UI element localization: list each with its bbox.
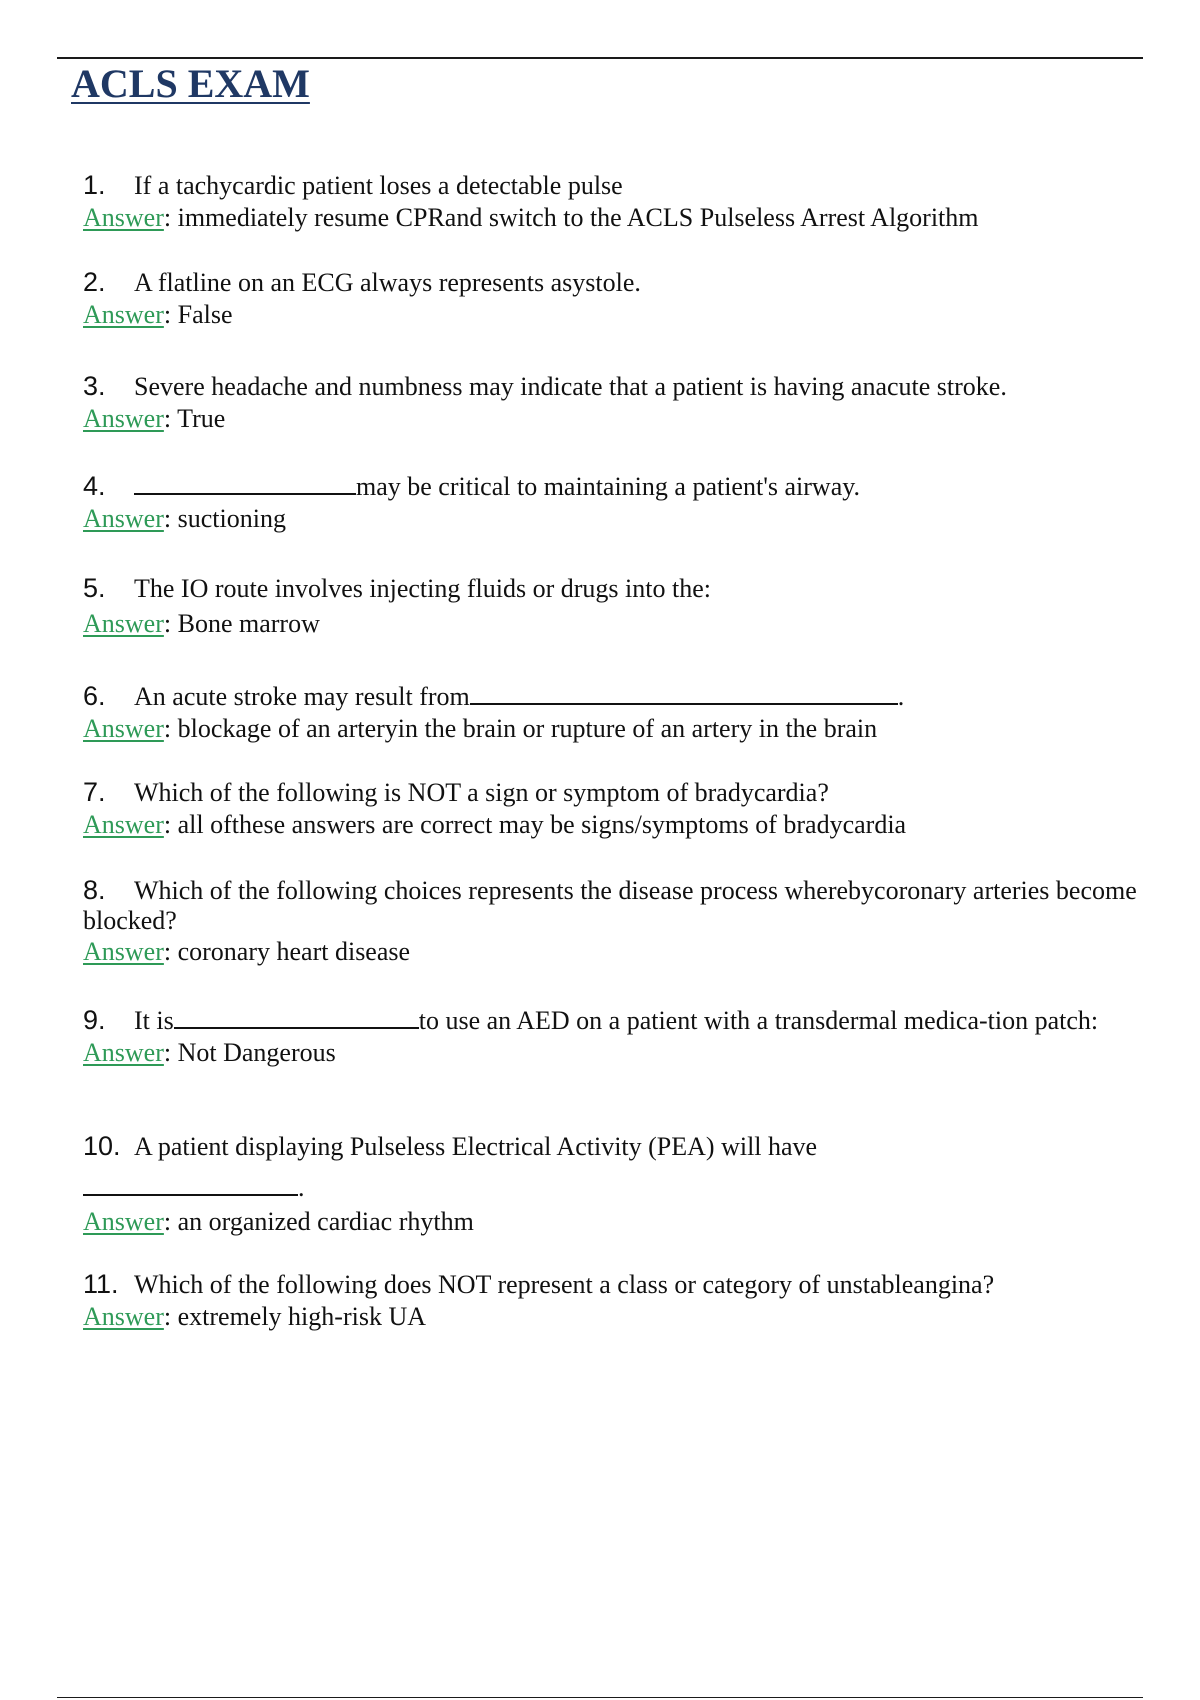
answer-label: Answer [83,404,164,433]
answer-1: Answer: immediately resume CPRand switch to the ACLS Pulseless Arrest Algorithm [83,203,979,232]
answer-6: Answer: blockage of an arteryin the brain or rupture of an artery in the brain [83,714,878,743]
answer-label: Answer [83,504,164,533]
question-text: A flatline on an ECG always represents asystole. [134,268,641,297]
answer-3: Answer: True [83,404,226,433]
question-number: 11. [83,1269,119,1299]
answer-text: blockage of an arteryin the brain or rupture of an artery in the brain [177,714,878,743]
question-number: 5. [83,573,106,603]
page-title: ACLS EXAM [71,61,310,106]
answer-text: Bone marrow [177,609,320,638]
question-text-end: . [897,682,905,711]
question-block-8 [83,875,1143,967]
answer-5: Answer: Bone marrow [83,609,320,638]
answer-label: Answer [83,609,164,638]
question-number: 1. [83,170,106,200]
question-text: Which of the following does NOT represent a class or category of unstableangina? [134,1270,995,1299]
fill-in-blank [134,469,356,495]
fill-in-blank [470,679,898,705]
question-10 [83,1131,1133,1162]
question-2 [83,267,1133,298]
top-rule [57,57,1143,59]
fill-in-blank [83,1170,298,1196]
question-text-end: . [298,1173,305,1202]
question-text-end: to use an AED on a patient with a transdermal medica-tion patch: [418,1006,1099,1035]
question-block-9 [83,1003,1133,1068]
question-number: 7. [83,777,106,807]
answer-text: Not Dangerous [177,1038,336,1067]
answer-label: Answer [83,810,164,839]
question-text: Which of the following is NOT a sign or symptom of bradycardia? [134,778,829,807]
answer-11: Answer: extremely high-risk UA [83,1302,426,1331]
question-8 [83,875,1143,936]
question-number: 9. [83,1005,106,1035]
question-9 [83,1003,1133,1036]
question-text: It is [134,1006,174,1035]
answer-text: suctioning [177,504,286,533]
answer-text: coronary heart disease [177,937,411,966]
question-number: 10. [83,1131,121,1161]
answer-label: Answer [83,1302,164,1331]
question-5 [83,573,1133,604]
question-10-blank-line [83,1170,1133,1203]
answer-4: Answer: suctioning [83,504,286,533]
answer-label: Answer [83,1038,164,1067]
bottom-rule [57,1697,1143,1698]
answer-label: Answer [83,203,164,232]
question-1 [83,170,1133,201]
question-text: may be critical to maintaining a patient's airway. [356,472,861,501]
answer-label: Answer [83,1207,164,1236]
question-block-1 [83,170,1133,233]
question-number: 2. [83,267,106,297]
answer-2: Answer: False [83,300,233,329]
answer-text: all ofthese answers are correct may be signs/symptoms of bradycardia [177,810,907,839]
question-block-3 [83,371,1133,434]
answer-label: Answer [83,937,164,966]
answer-8: Answer: coronary heart disease [83,937,411,966]
question-number: 8. [83,875,106,905]
question-block-7 [83,777,1133,840]
answer-label: Answer [83,714,164,743]
question-block-5 [83,573,1133,639]
question-block-6 [83,679,1133,744]
question-block-11 [83,1269,1133,1332]
answer-label: Answer [83,300,164,329]
question-number: 4. [83,471,106,501]
answer-text: True [177,404,226,433]
question-text: If a tachycardic patient loses a detectable pulse [134,171,623,200]
question-number: 6. [83,681,106,711]
question-text: A patient displaying Pulseless Electrical Activity (PEA) will have [134,1132,818,1161]
answer-text: an organized cardiac rhythm [177,1207,474,1236]
question-block-10 [83,1131,1133,1237]
question-text: An acute stroke may result from [134,682,470,711]
answer-text: extremely high-risk UA [177,1302,426,1331]
question-text: Severe headache and numbness may indicate that a patient is having anacute stroke. [134,372,1007,401]
answer-text: immediately resume CPRand switch to the ACLS Pulseless Arrest Algorithm [177,203,979,232]
question-6 [83,679,1133,712]
answer-7: Answer: all ofthese answers are correct may be signs/symptoms of bradycardia [83,810,907,839]
question-block-4 [83,469,1133,534]
question-number: 3. [83,371,106,401]
question-4 [83,469,1133,502]
question-3 [83,371,1133,402]
question-text: The IO route involves injecting fluids or drugs into the: [134,574,711,603]
answer-10: Answer: an organized cardiac rhythm [83,1207,474,1236]
question-text: Which of the following choices represents the disease process wherebycoronary arteries become blocked? [83,876,1137,935]
answer-text: False [177,300,233,329]
question-11 [83,1269,1133,1300]
question-block-2 [83,267,1133,330]
fill-in-blank [174,1003,419,1029]
question-7 [83,777,1133,808]
answer-9: Answer: Not Dangerous [83,1038,336,1067]
